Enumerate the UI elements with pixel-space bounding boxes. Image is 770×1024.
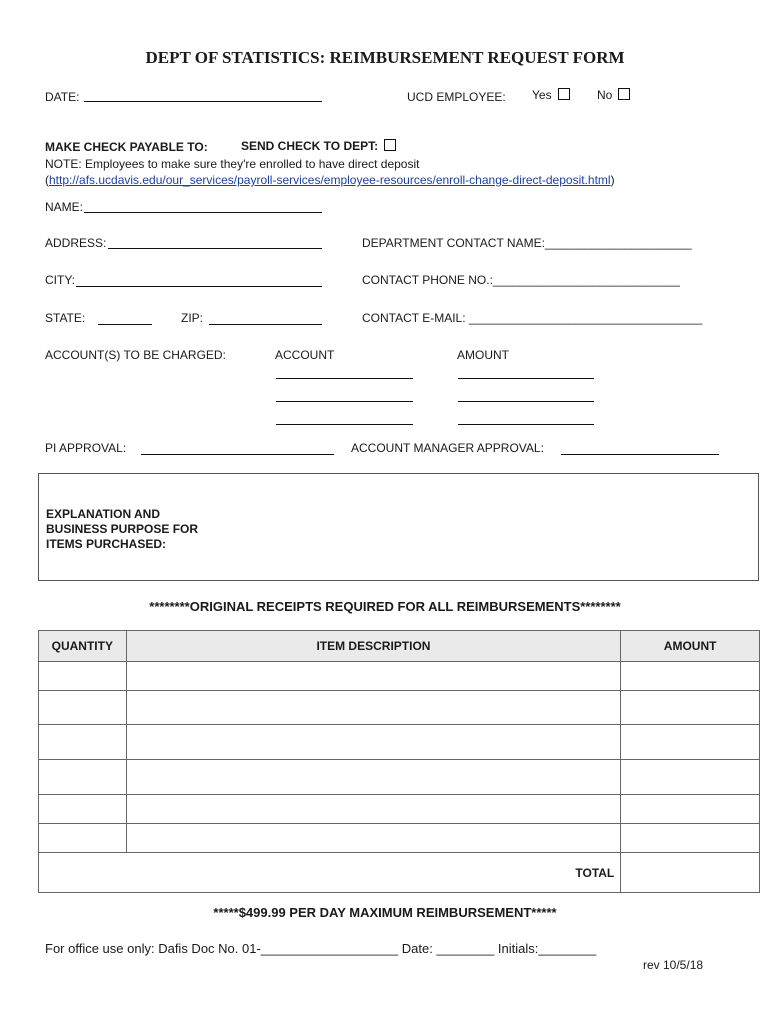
explanation-line: ITEMS PURCHASED:	[46, 537, 167, 551]
description-cell[interactable]	[126, 725, 621, 760]
table-row	[39, 824, 760, 853]
state-field[interactable]	[98, 324, 152, 325]
date-field[interactable]	[84, 101, 322, 102]
table-row	[39, 691, 760, 725]
amount-header: AMOUNT	[621, 631, 760, 662]
quantity-header: QUANTITY	[39, 631, 127, 662]
table-row	[39, 662, 760, 691]
explanation-line: BUSINESS PURPOSE FOR	[46, 522, 199, 536]
contact-email-field[interactable]: CONTACT E-MAIL: ___________________________________	[362, 311, 703, 325]
quantity-cell[interactable]	[39, 795, 127, 824]
table-row	[39, 760, 760, 795]
amount-column-label: AMOUNT	[457, 348, 509, 362]
direct-deposit-link[interactable]: http://afs.ucdavis.edu/our_services/payroll-services/employee-resources/enroll-change-direct-deposit.html	[49, 173, 611, 187]
description-cell[interactable]	[126, 824, 621, 853]
quantity-cell[interactable]	[39, 662, 127, 691]
amount-cell[interactable]	[621, 662, 760, 691]
deposit-link-line	[45, 173, 615, 187]
office-use-line: For office use only: Dafis Doc No. 01-___________________ Date: ________ Initials:________	[45, 941, 597, 956]
ucd-employee-label: UCD EMPLOYEE:	[407, 90, 506, 104]
amount-field[interactable]	[458, 424, 594, 425]
quantity-cell[interactable]	[39, 824, 127, 853]
accounts-label: ACCOUNT(S) TO BE CHARGED:	[45, 348, 226, 362]
receipts-banner: ********ORIGINAL RECEIPTS REQUIRED FOR ALL REIMBURSEMENTS********	[149, 599, 621, 614]
description-cell[interactable]	[126, 760, 621, 795]
item-description-header: ITEM DESCRIPTION	[126, 631, 621, 662]
send-check-option[interactable]	[241, 139, 396, 153]
yes-checkbox[interactable]	[558, 88, 570, 100]
account-column-label: ACCOUNT	[275, 348, 335, 362]
dept-contact-field[interactable]: DEPARTMENT CONTACT NAME:______________________	[362, 236, 692, 250]
form-title: DEPT OF STATISTICS: REIMBURSEMENT REQUEST FORM	[145, 48, 625, 67]
amount-cell[interactable]	[621, 824, 760, 853]
city-label: CITY:	[45, 273, 76, 287]
quantity-cell[interactable]	[39, 725, 127, 760]
acct-mgr-label: ACCOUNT MANAGER APPROVAL:	[351, 441, 544, 455]
city-field[interactable]	[76, 286, 322, 287]
address-label: ADDRESS:	[45, 236, 107, 250]
note-text: NOTE: Employees to make sure they're enrolled to have direct deposit	[45, 157, 420, 171]
total-row	[39, 853, 760, 893]
description-cell[interactable]	[126, 795, 621, 824]
description-cell[interactable]	[126, 691, 621, 725]
send-check-label: SEND CHECK TO DEPT:	[241, 139, 379, 153]
amount-field[interactable]	[458, 378, 594, 379]
explanation-box[interactable]	[38, 473, 759, 581]
total-amount-cell[interactable]	[621, 853, 760, 893]
no-label: No	[597, 88, 613, 102]
acct-mgr-field[interactable]	[561, 454, 719, 455]
contact-phone-field[interactable]: CONTACT PHONE NO.:____________________________	[362, 273, 680, 287]
account-field[interactable]	[276, 401, 413, 402]
yes-option[interactable]	[532, 88, 570, 102]
amount-cell[interactable]	[621, 691, 760, 725]
zip-field[interactable]	[209, 324, 322, 325]
items-table	[38, 630, 760, 893]
description-cell[interactable]	[126, 662, 621, 691]
no-checkbox[interactable]	[618, 88, 630, 100]
max-reimbursement-banner: *****$499.99 PER DAY MAXIMUM REIMBURSEMENT*****	[213, 905, 557, 920]
link-close-paren: )	[610, 173, 615, 187]
date-label: DATE:	[45, 90, 80, 104]
send-check-checkbox[interactable]	[384, 139, 396, 151]
no-option[interactable]	[597, 88, 630, 102]
quantity-cell[interactable]	[39, 760, 127, 795]
table-row	[39, 725, 760, 760]
explanation-line: EXPLANATION AND	[46, 507, 160, 521]
yes-label: Yes	[532, 88, 552, 102]
revision-date: rev 10/5/18	[643, 958, 704, 972]
amount-field[interactable]	[458, 401, 594, 402]
account-field[interactable]	[276, 378, 413, 379]
amount-cell[interactable]	[621, 725, 760, 760]
amount-cell[interactable]	[621, 795, 760, 824]
state-label: STATE:	[45, 311, 86, 325]
address-field[interactable]	[108, 248, 322, 249]
quantity-cell[interactable]	[39, 691, 127, 725]
name-field[interactable]	[84, 212, 322, 213]
pi-approval-field[interactable]	[141, 454, 334, 455]
pi-approval-label: PI APPROVAL:	[45, 441, 127, 455]
total-label: TOTAL	[39, 853, 621, 893]
table-header-row	[39, 631, 760, 662]
name-label: NAME:	[45, 200, 84, 214]
table-row	[39, 795, 760, 824]
zip-label: ZIP:	[181, 311, 204, 325]
amount-cell[interactable]	[621, 760, 760, 795]
account-field[interactable]	[276, 424, 413, 425]
make-check-label: MAKE CHECK PAYABLE TO:	[45, 140, 208, 154]
link-open-paren: (	[45, 173, 49, 187]
